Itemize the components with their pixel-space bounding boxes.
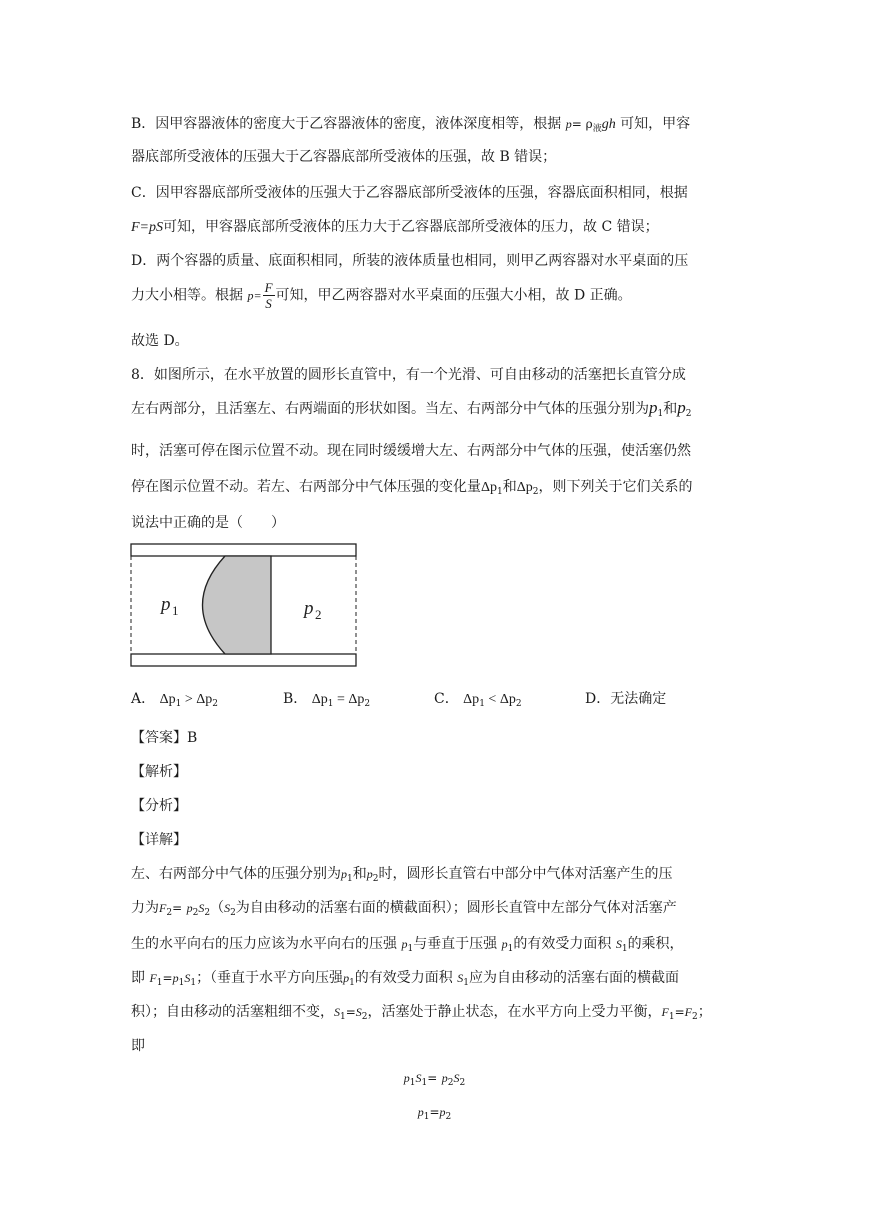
detail-line-6: 即 [131,1038,145,1054]
option-d-line-2: 力大小相等。根据 p= $\frac{F}{S}$ 可知，甲乙两容器对水平桌面的压强大小相，故 D 正确。 [131,280,632,311]
label-p2: p [304,598,314,619]
answer-line: 【答案】B [131,730,198,746]
option-b-line-1: B．因甲容器液体的密度大于乙容器液体的密度，液体深度相等，根据 $p= \rho_液gh$ 可知，甲容 [131,116,691,134]
question-8-line-5: 说法中正确的是（ ） [131,515,285,531]
analysis-heading: 【解析】 [131,764,187,780]
label-p2-sub: 2 [315,607,322,622]
choice-a[interactable]: A． $\Delta p_1 > \Delta p_2$ [131,691,218,709]
detail-line-5: 积）；自由移动的活塞粗细不变，$S_1=S_2$，活塞处于静止状态，在水平方向上受力平衡，$F_1=F_2$； [131,1004,712,1022]
equation-2: $p_1=p_2$ [417,1105,452,1122]
label-p1-sub: 1 [172,603,179,618]
option-c-line-1: C．因甲容器底部所受液体的压强大于乙容器底部所受液体的压强，容器底面积相同，根据 [131,185,688,201]
choice-c[interactable]: C． $\Delta p_1 < \Delta p_2$ [434,691,522,709]
equation-1: $p_1S_1= p_2S_2$ [403,1071,466,1088]
piston-tube-diagram [130,543,358,669]
choice-b[interactable]: B． $\Delta p_1 = \Delta p_2$ [283,691,371,709]
option-b-line-2: 器底部所受液体的压强大于乙容器底部所受液体的压强，故 B 错误； [131,149,557,165]
select-d-text: 故选 D。 [131,333,189,349]
tube-top-wall [131,544,356,556]
choice-d[interactable]: D．无法确定 [585,691,667,707]
option-c-line-2: F=pS可知，甲容器底部所受液体的压力大于乙容器底部所受液体的压力，故 C 错误； [131,219,659,235]
piston [203,556,272,654]
tube-bottom-wall [131,654,356,666]
detail-line-2: 力为$F_2= p_2S_2(S_2$为自由移动的活塞右面的横截面积）；圆形长直管中左部分气体对活塞产 [131,900,677,918]
label-p1: p [161,594,171,615]
detail-line-1: 左、右两部分中气体的压强分别为$p_1$和$p_2$时，圆形长直管右中部分中气体对活塞产生的压 [131,866,673,884]
detail-line-3: 生的水平向右的压力应该为水平向右的压强 $p_1$与垂直于压强 $p_1$的有效受力面积 $S_1$的乘积， [131,936,684,954]
question-8-line-1: 8．如图所示，在水平放置的圆形长直管中，有一个光滑、可自由移动的活塞把长直管分成 [131,367,686,383]
question-8-line-3: 时，活塞可停在图示位置不动。现在同时缓缓增大左、右两部分中气体的压强，使活塞仍然 [131,443,691,459]
question-8-line-2: 左右两部分，且活塞左、右两端面的形状如图。当左、右两部分中气体的压强分别为$p_1$和$p_2$ [131,398,692,419]
detail-heading: 【详解】 [131,832,187,848]
detail-line-4: 即 $F_1=p_1S_1$；（垂直于水平方向压强$p_1$的有效受力面积 $S_1$应为自由移动的活塞右面的横截面 [131,970,679,988]
fraction-f-over-s: $\frac{F}{S}$ [264,280,273,311]
option-d-line-1: D．两个容器的质量、底面积相同，所装的液体质量也相同，则甲乙两容器对水平桌面的压 [131,253,689,269]
fenxi-heading: 【分析】 [131,798,187,814]
question-8-line-4: 停在图示位置不动。若左、右两部分中气体压强的变化量$\Delta p_1$和$\Delta p_2$，则下列关于它们关系的 [131,479,693,497]
